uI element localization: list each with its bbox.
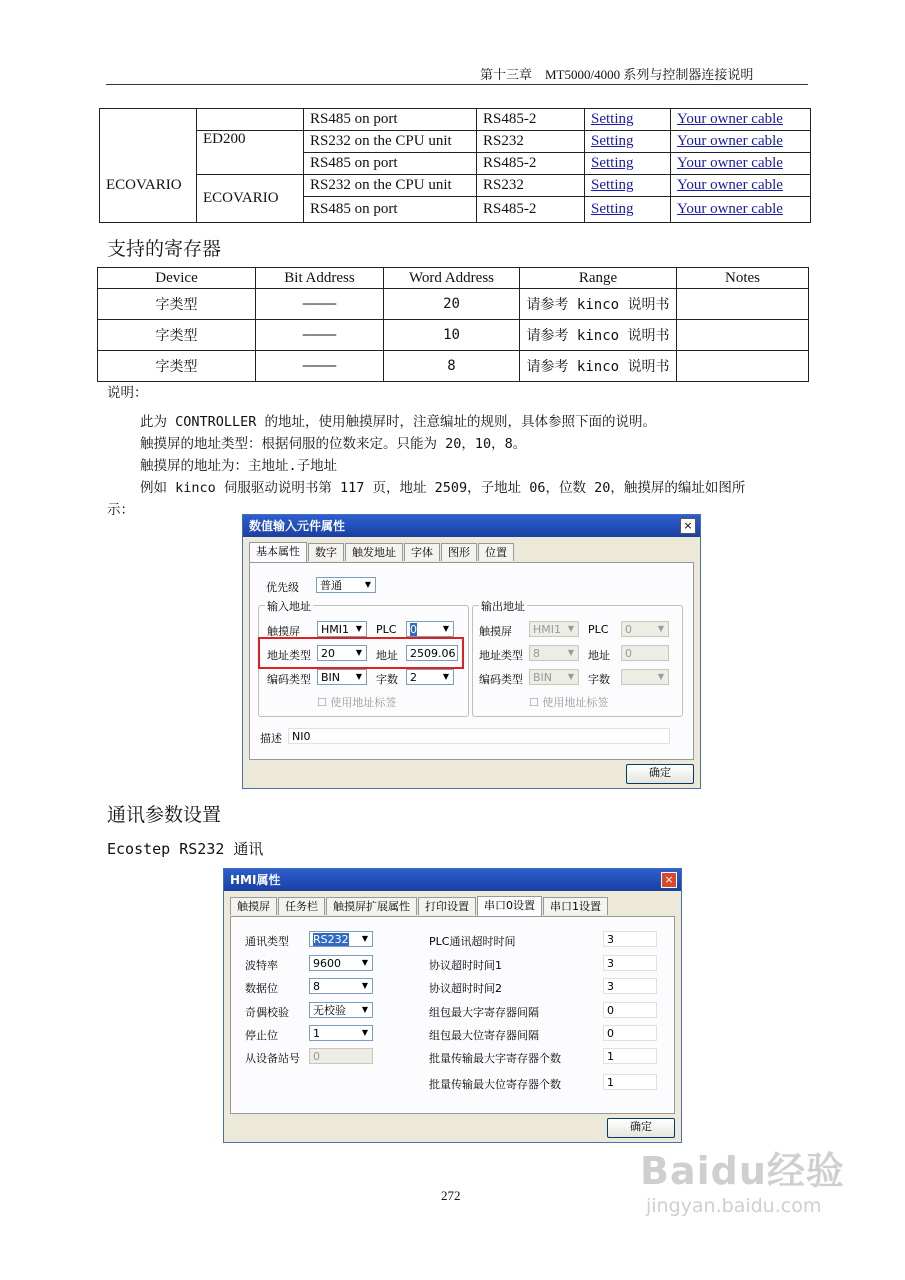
ok-button[interactable]: 确定 — [607, 1118, 675, 1138]
table-cell: RS485 on port — [304, 109, 477, 131]
chevron-down-icon: ▼ — [361, 934, 369, 943]
watermark-url: jingyan.baidu.com — [646, 1195, 822, 1217]
tab-trigger[interactable]: 触发地址 — [345, 543, 403, 561]
param-label: 批量传输最大位寄存器个数 — [429, 1078, 561, 1091]
table-cell — [671, 131, 811, 153]
hmi-select[interactable]: HMI1 ▼ — [529, 621, 579, 637]
data-bits-select[interactable]: 8 ▼ — [309, 978, 373, 994]
cable-link[interactable]: Your owner cable — [677, 111, 783, 127]
header-rule — [106, 84, 808, 85]
table-cell: ———— — [256, 320, 384, 351]
tab-bar — [249, 543, 515, 562]
table-row — [98, 351, 809, 382]
column-header: Range — [520, 268, 677, 289]
chevron-down-icon: ▼ — [361, 1005, 369, 1014]
tab-taskbar[interactable]: 任务栏 — [278, 897, 325, 915]
column-header: Device — [98, 268, 256, 289]
param-input[interactable]: 1 — [603, 1074, 657, 1090]
tab-position[interactable]: 位置 — [478, 543, 514, 561]
parity-label: 奇偶校验 — [245, 1006, 289, 1019]
table-cell — [585, 153, 671, 175]
table-header-row — [98, 268, 809, 289]
table-cell: RS232 on the CPU unit — [304, 131, 477, 153]
dialog-title: HMI属性 — [224, 869, 681, 891]
table-cell: 字类型 — [98, 320, 256, 351]
address-type-select[interactable]: 8 ▼ — [529, 645, 579, 661]
ok-button[interactable]: 确定 — [626, 764, 694, 784]
chevron-down-icon: ▼ — [355, 648, 363, 657]
param-input[interactable]: 3 — [603, 955, 657, 971]
numeric-input-dialog — [242, 514, 701, 789]
column-header: Bit Address — [256, 268, 384, 289]
notes-paragraph: 示： — [107, 502, 134, 518]
hmi-properties-dialog — [223, 868, 682, 1143]
table-cell: 10 — [384, 320, 520, 351]
chevron-down-icon: ▼ — [364, 580, 372, 589]
table-cell: RS232 — [477, 175, 585, 197]
cable-link[interactable]: Your owner cable — [677, 133, 783, 149]
plc-select[interactable]: 0 ▼ — [621, 621, 669, 637]
stop-bits-label: 停止位 — [245, 1029, 278, 1042]
table-cell: RS232 on the CPU unit — [304, 175, 477, 197]
use-tag-checkbox[interactable]: ☐ 使用地址标签 — [317, 696, 397, 709]
words-label: 字数 — [588, 673, 610, 686]
chevron-down-icon: ▼ — [442, 672, 450, 681]
hmi-select[interactable]: HMI1 ▼ — [317, 621, 367, 637]
notes-paragraph: 此为 CONTROLLER 的地址，使用触摸屏时，注意编址的规则，具体参照下面的说明。 — [140, 414, 657, 430]
ecovario-series-cell: ECOVARIO — [100, 175, 197, 197]
table-cell — [100, 109, 197, 131]
param-input[interactable]: 3 — [603, 978, 657, 994]
close-icon[interactable]: × — [661, 872, 677, 888]
table-cell: 字类型 — [98, 351, 256, 382]
address-type-label: 地址类型 — [479, 649, 523, 662]
param-label: 协议超时时间2 — [429, 982, 502, 995]
chevron-down-icon: ▼ — [567, 672, 575, 681]
words-label: 字数 — [376, 673, 398, 686]
param-input[interactable]: 3 — [603, 931, 657, 947]
words-select[interactable] — [621, 669, 669, 685]
table-cell — [585, 131, 671, 153]
parity-select[interactable]: 无校验 ▼ — [309, 1002, 373, 1018]
notes-heading: 说明： — [107, 385, 148, 401]
ecovario-model-cell: ECOVARIO — [197, 175, 304, 223]
table-cell — [100, 197, 197, 223]
notes-paragraph: 触摸屏的地址为：主地址.子地址 — [140, 458, 338, 474]
plc-label: PLC — [588, 623, 609, 636]
table-cell: 请参考 kinco 说明书 — [520, 289, 677, 320]
chevron-down-icon: ▼ — [355, 672, 363, 681]
use-tag-checkbox[interactable]: ☐ 使用地址标签 — [529, 696, 609, 709]
tab-serial0[interactable]: 串口0设置 — [477, 896, 542, 916]
cable-link[interactable]: Your owner cable — [677, 201, 783, 217]
table-cell: RS485-2 — [477, 153, 585, 175]
register-table — [97, 267, 809, 382]
notes-paragraph: 例如 kinco 伺服驱动说明书第 117 页，地址 2509，子地址 06，位数 20，触摸屏的编址如图所 — [140, 480, 746, 496]
table-cell — [585, 197, 671, 223]
table-cell — [197, 109, 304, 131]
baud-rate-select[interactable]: 9600 ▼ — [309, 955, 373, 971]
chevron-down-icon: ▼ — [361, 958, 369, 967]
code-type-label: 编码类型 — [479, 673, 523, 686]
setting-link[interactable]: Setting — [591, 111, 634, 127]
chevron-down-icon: ▼ — [567, 624, 575, 633]
data-bits-label: 数据位 — [245, 982, 278, 995]
subsection-heading: Ecostep RS232 通讯 — [107, 840, 264, 858]
address-label: 地址 — [376, 649, 398, 662]
param-input[interactable]: 1 — [603, 1048, 657, 1064]
dialog-title: 数值输入元件属性 — [243, 515, 700, 537]
setting-link[interactable]: Setting — [591, 177, 634, 193]
table-cell: ———— — [256, 351, 384, 382]
table-cell — [671, 109, 811, 131]
chevron-down-icon: ▼ — [442, 624, 450, 633]
comm-type-label: 通讯类型 — [245, 935, 289, 948]
param-label: 组包最大字寄存器间隔 — [429, 1006, 539, 1019]
comm-type-select[interactable]: RS232 ▼ — [309, 931, 373, 947]
table-row — [98, 320, 809, 351]
output-address-group — [472, 600, 683, 717]
table-row — [100, 175, 811, 197]
chevron-down-icon: ▼ — [657, 672, 665, 681]
hmi-label: 触摸屏 — [479, 625, 512, 638]
watermark-brand: Baidu经验 — [640, 1149, 845, 1193]
section-heading-registers: 支持的寄存器 — [107, 238, 222, 260]
watermark — [640, 1140, 845, 1217]
baud-rate-label: 波特率 — [245, 959, 278, 972]
code-type-label: 编码类型 — [267, 673, 311, 686]
group-title: 输入地址 — [267, 600, 311, 613]
tab-basic[interactable]: 基本属性 — [249, 542, 307, 562]
close-icon[interactable]: × — [680, 518, 696, 534]
table-cell — [671, 153, 811, 175]
table-row — [98, 289, 809, 320]
tab-number[interactable]: 数字 — [308, 543, 344, 561]
stop-bits-select[interactable]: 1 ▼ — [309, 1025, 373, 1041]
table-cell — [671, 197, 811, 223]
slave-id-input[interactable]: 0 — [309, 1048, 373, 1064]
chevron-down-icon: ▼ — [657, 624, 665, 633]
priority-select[interactable]: 普通 ▼ — [316, 577, 376, 593]
param-label: 批量传输最大字寄存器个数 — [429, 1052, 561, 1065]
group-title: 输出地址 — [481, 600, 525, 613]
table-cell: RS485-2 — [477, 197, 585, 223]
table-cell: 请参考 kinco 说明书 — [520, 351, 677, 382]
hmi-label: 触摸屏 — [267, 625, 300, 638]
table-cell — [100, 153, 197, 175]
slave-id-label: 从设备站号 — [245, 1052, 300, 1065]
address-input[interactable]: 0 — [621, 645, 669, 661]
table-cell — [100, 131, 197, 153]
setting-link[interactable]: Setting — [591, 133, 634, 149]
tab-panel — [230, 916, 675, 1114]
tab-panel — [249, 562, 694, 760]
tab-extended[interactable]: 触摸屏扩展属性 — [326, 897, 417, 915]
ed200-cell: ED200 — [197, 131, 304, 175]
input-address-group — [258, 600, 469, 717]
param-input[interactable]: 0 — [603, 1002, 657, 1018]
cable-link[interactable]: Your owner cable — [677, 177, 783, 193]
address-type-label: 地址类型 — [267, 649, 311, 662]
plc-label: PLC — [376, 623, 397, 636]
table-row — [100, 109, 811, 131]
words-select[interactable]: 2 ▼ — [406, 669, 454, 685]
tab-graphic[interactable]: 图形 — [441, 543, 477, 561]
column-header: Notes — [677, 268, 809, 289]
table-cell: RS232 — [477, 131, 585, 153]
table-cell — [677, 351, 809, 382]
param-label: PLC通讯超时时间 — [429, 935, 516, 948]
cable-link[interactable]: Your owner cable — [677, 155, 783, 171]
highlight-box — [258, 637, 464, 669]
table-cell: 20 — [384, 289, 520, 320]
description-label: 描述 — [260, 732, 282, 745]
tab-font[interactable]: 字体 — [404, 543, 440, 561]
address-label: 地址 — [588, 649, 610, 662]
table-cell — [585, 175, 671, 197]
table-cell: RS485 on port — [304, 153, 477, 175]
table-cell — [671, 175, 811, 197]
table-cell: RS485 on port — [304, 197, 477, 223]
section-heading-comm: 通讯参数设置 — [107, 804, 222, 826]
chevron-down-icon: ▼ — [361, 981, 369, 990]
param-input[interactable]: 0 — [603, 1025, 657, 1041]
setting-link[interactable]: Setting — [591, 201, 634, 217]
table-cell: 请参考 kinco 说明书 — [520, 320, 677, 351]
setting-link[interactable]: Setting — [591, 155, 634, 171]
param-label: 组包最大位寄存器间隔 — [429, 1029, 539, 1042]
table-cell: RS485-2 — [477, 109, 585, 131]
page-number: 272 — [441, 1188, 461, 1203]
code-type-select[interactable]: BIN ▼ — [317, 669, 367, 685]
tab-print[interactable]: 打印设置 — [418, 897, 476, 915]
table-cell: ———— — [256, 289, 384, 320]
code-type-select[interactable]: BIN ▼ — [529, 669, 579, 685]
notes-paragraph: 触摸屏的地址类型：根据伺服的位数来定。只能为 20，10，8。 — [140, 436, 527, 452]
description-input[interactable]: NI0 — [288, 728, 670, 744]
table-row — [100, 131, 811, 153]
table-cell — [677, 320, 809, 351]
priority-label: 优先级 — [266, 581, 299, 594]
address-type-select[interactable]: 20 ▼ — [317, 645, 367, 661]
table-cell: 8 — [384, 351, 520, 382]
table-cell — [585, 109, 671, 131]
plc-select[interactable]: 0 ▼ — [406, 621, 454, 637]
chevron-down-icon: ▼ — [355, 624, 363, 633]
connection-table — [99, 108, 811, 223]
address-input[interactable]: 2509.06 — [406, 645, 458, 661]
page-header: 第十三章 MT5000/4000 系列与控制器连接说明 — [480, 67, 754, 82]
table-cell: 字类型 — [98, 289, 256, 320]
table-cell — [677, 289, 809, 320]
chevron-down-icon: ▼ — [361, 1028, 369, 1037]
param-label: 协议超时时间1 — [429, 959, 502, 972]
tab-touchscreen[interactable]: 触摸屏 — [230, 897, 277, 915]
column-header: Word Address — [384, 268, 520, 289]
tab-bar — [230, 897, 609, 916]
tab-serial1[interactable]: 串口1设置 — [543, 897, 608, 915]
chevron-down-icon: ▼ — [567, 648, 575, 657]
